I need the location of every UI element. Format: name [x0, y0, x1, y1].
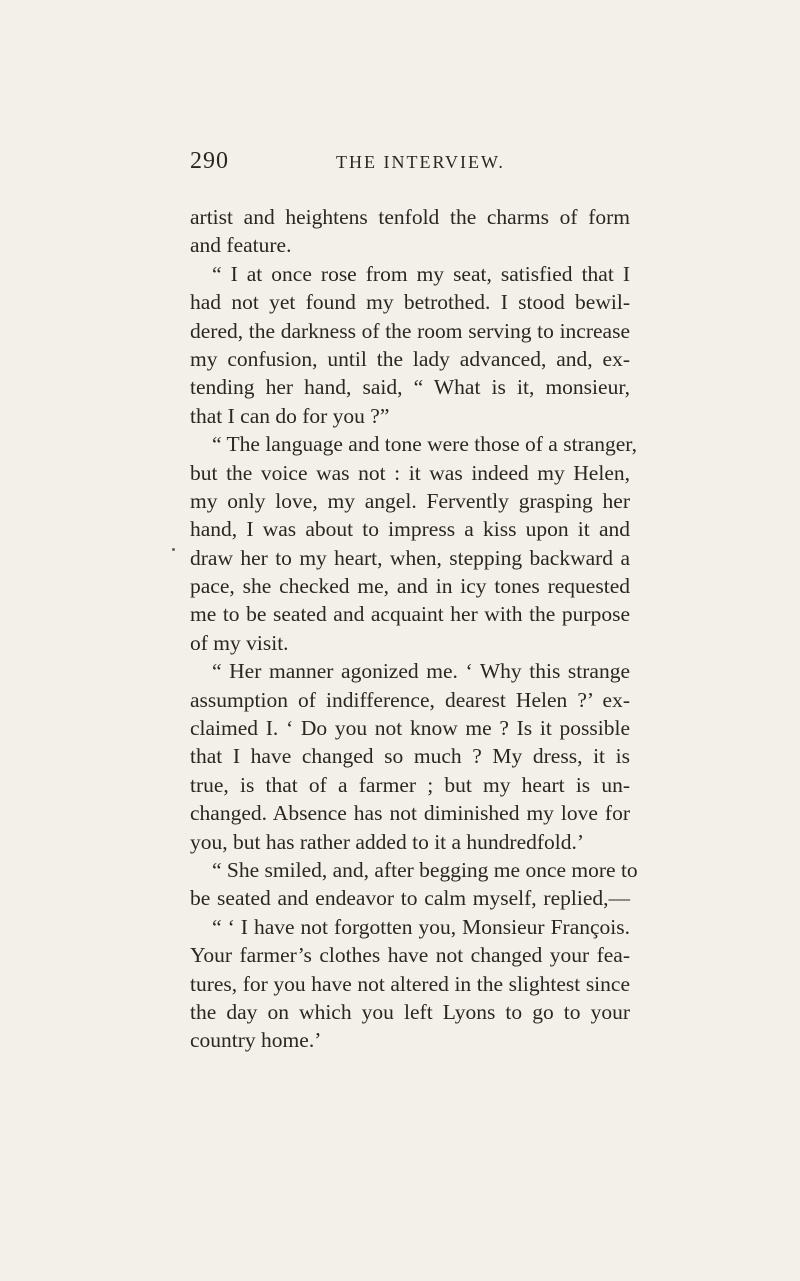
text-line: hand, I was about to impress a kiss upon it and: [190, 517, 630, 542]
page-header: [190, 148, 630, 188]
text-line: tending her hand, said, “ What is it, monsieur,: [190, 375, 630, 400]
text-line: “ I at once rose from my seat, satisfied that I: [212, 261, 630, 286]
text-line: Your farmer’s clothes have not changed your fea-: [190, 943, 630, 968]
text-line: that I have changed so much ? My dress, it is: [190, 744, 630, 769]
text-line: claimed I. ‘ Do you not know me ? Is it possible: [190, 716, 630, 741]
text-line: the day on which you left Lyons to go to your: [190, 999, 630, 1024]
text-line: and feature.: [190, 233, 292, 258]
text-line: “ She smiled, and, after begging me once more to: [212, 857, 638, 882]
text-line: pace, she checked me, and in icy tones requested: [190, 574, 630, 599]
text-line: dered, the darkness of the room serving to increase: [190, 318, 630, 343]
text-line: changed. Absence has not diminished my love for: [190, 801, 630, 826]
text-line: “ ‘ I have not forgotten you, Monsieur François.: [212, 914, 630, 939]
text-line: my confusion, until the lady advanced, and, ex-: [190, 346, 630, 371]
text-line: country home.’: [190, 1028, 322, 1053]
text-line: but the voice was not : it was indeed my Helen,: [190, 460, 630, 485]
text-line: draw her to my heart, when, stepping backward a: [190, 545, 630, 570]
text-line: me to be seated and acquaint her with the purpose: [190, 602, 630, 627]
text-line: “ The language and tone were those of a stranger,: [212, 432, 637, 457]
page-number: 290: [190, 148, 229, 174]
running-title: THE INTERVIEW.: [336, 152, 505, 172]
text-line: true, is that of a farmer ; but my heart is un-: [190, 772, 630, 797]
text-line: my only love, my angel. Fervently grasping her: [190, 488, 630, 513]
text-line: be seated and endeavor to calm myself, replied,—: [190, 886, 630, 911]
text-line: “ Her manner agonized me. ‘ Why this strange: [212, 659, 630, 684]
text-line: had not yet found my betrothed. I stood bewil-: [190, 290, 630, 315]
body-text: [190, 203, 638, 1055]
text-line: assumption of indifference, dearest Helen ?’ ex-: [190, 687, 630, 712]
text-line: tures, for you have not altered in the slightest since: [190, 971, 630, 996]
text-line: that I can do for you ?”: [190, 403, 390, 428]
text-line: you, but has rather added to it a hundredfold.’: [190, 829, 585, 854]
page-speck: [172, 548, 175, 551]
text-line: of my visit.: [190, 630, 289, 655]
text-line: artist and heightens tenfold the charms of form: [190, 205, 630, 229]
